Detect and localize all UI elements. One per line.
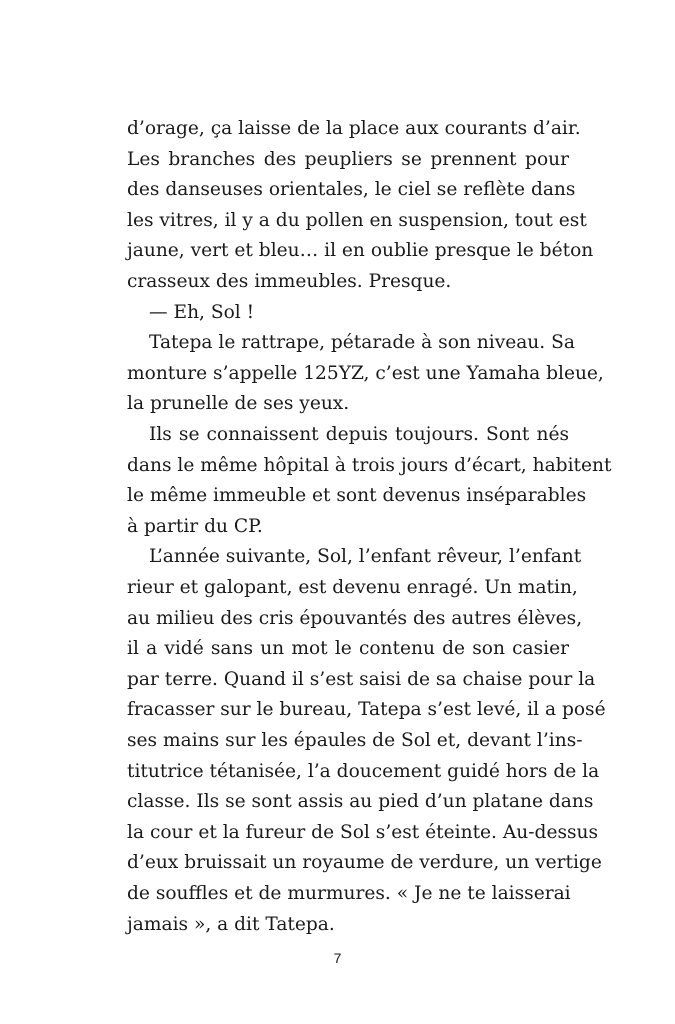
- text-line: des danseuses orientales, le ciel se reflète dans: [127, 179, 576, 201]
- text-line: ses mains sur les épaules de Sol et, devant l’ins-: [127, 730, 583, 751]
- text-line: Ils se connaissent depuis toujours. Sont nés: [149, 424, 569, 445]
- text-line: jaune, vert et bleu… il en oublie presque le béton: [127, 240, 594, 262]
- text-line: fracasser sur le bureau, Tatepa s’est levé, il a posé: [127, 699, 606, 721]
- text-line: il a vidé sans un mot le contenu de son casier: [127, 638, 569, 660]
- text-line: les vitres, il y a du pollen en suspension, tout est: [127, 209, 587, 231]
- text-line: de souffles et de murmures. « Je ne te laisserai: [127, 883, 571, 904]
- text-line: à partir du CP.: [127, 515, 263, 537]
- text-line: dans le même hôpital à trois jours d’écart, habitent: [127, 454, 612, 476]
- text-line: monture s’appelle 125YZ, c’est une Yamaha bleue,: [127, 362, 604, 384]
- text-line: Les branches des peupliers se prennent pour: [127, 148, 569, 170]
- text-line: au milieu des cris épouvantés des autres élèves,: [127, 607, 583, 629]
- text-line: d’orage, ça laisse de la place aux courants d’air.: [127, 118, 581, 139]
- text-line: le même immeuble et sont devenus inséparables: [127, 485, 587, 507]
- text-line: d’eux bruissait un royaume de verdure, un vertige: [127, 852, 602, 874]
- text-line: classe. Ils se sont assis au pied d’un platane dans: [127, 791, 594, 813]
- text-line: Tatepa le rattrape, pétarade à son niveau. Sa: [149, 332, 575, 354]
- text-line: par terre. Quand il s’est saisi de sa chaise pour la: [127, 668, 596, 690]
- text-line: la cour et la fureur de Sol s’est éteinte. Au-dessus: [127, 821, 599, 843]
- text-line: la prunelle de ses yeux.: [127, 393, 350, 415]
- text-line: jamais », a dit Tatepa.: [127, 913, 335, 935]
- text-line: titutrice tétanisée, l’a doucement guidé hors de la: [127, 760, 600, 782]
- text-line: crasseux des immeubles. Presque.: [127, 271, 452, 292]
- page-number: 7: [333, 950, 342, 966]
- text-line: rieur et galopant, est devenu enragé. Un matin,: [127, 577, 578, 598]
- dialogue-line: — Eh, Sol !: [149, 301, 255, 323]
- text-line: L’année suivante, Sol, l’enfant rêveur, l’enfant: [149, 546, 582, 568]
